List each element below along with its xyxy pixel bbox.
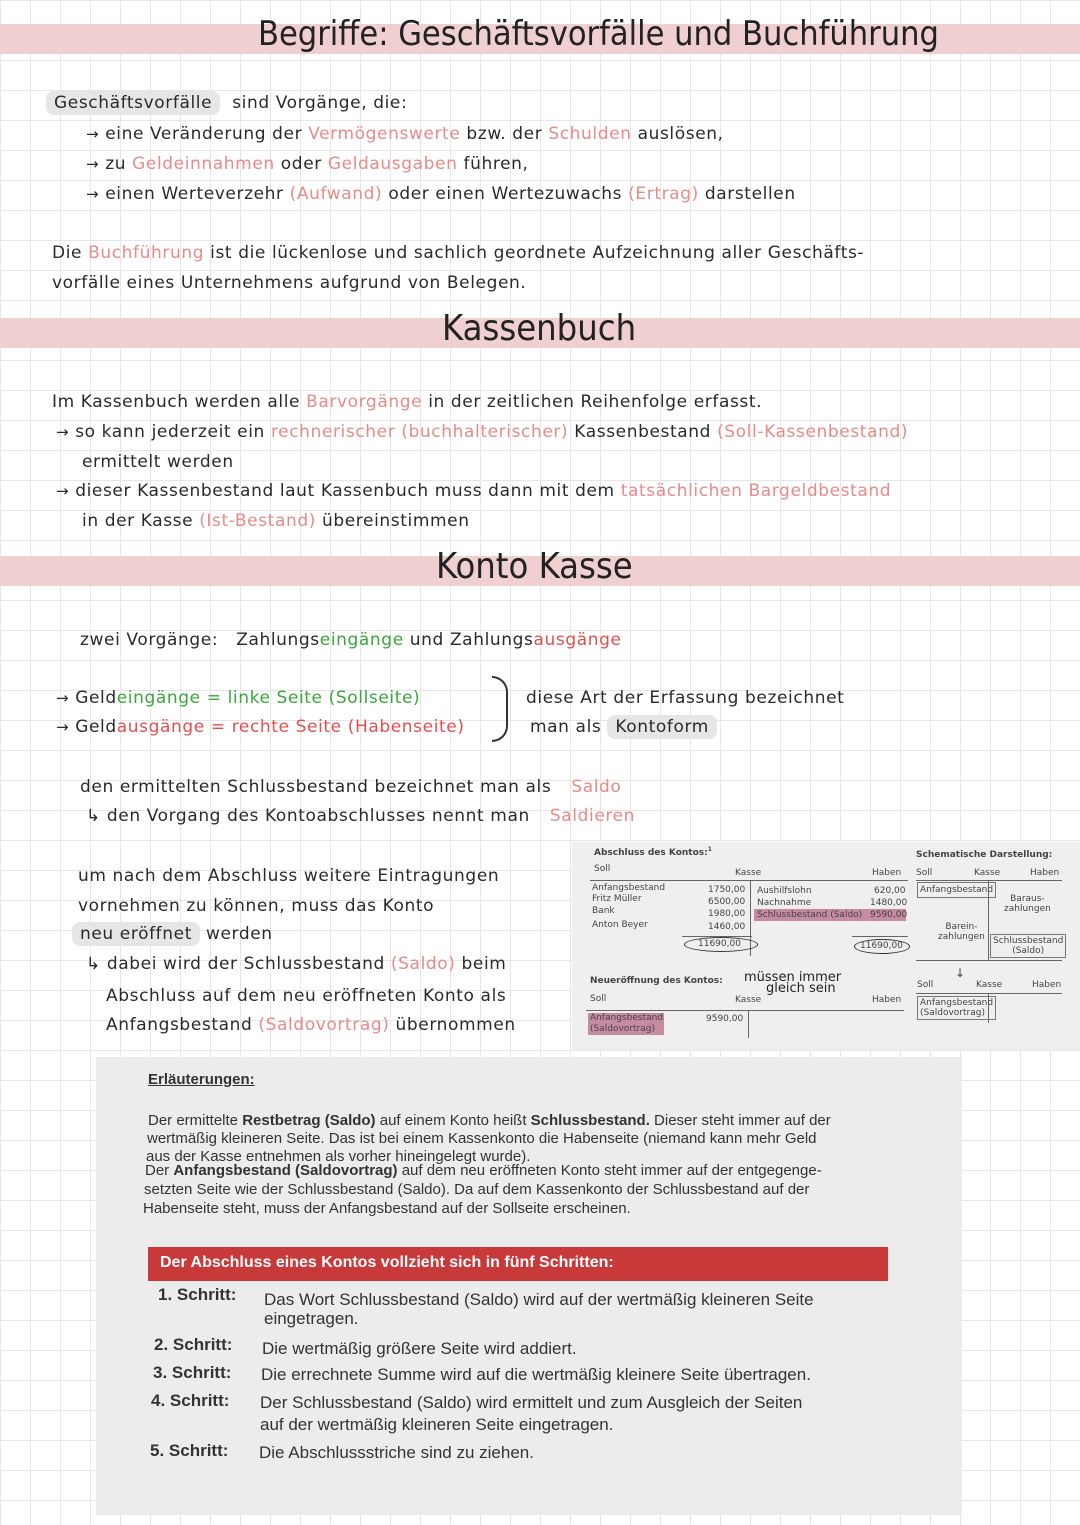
expl-p2-line2: setzten Seite wie der Schlussbestand (Saldo). Da auf dem Kassenkonto der Schlussbestand auf der bbox=[144, 1181, 810, 1198]
kk-line-1: zwei Vorgänge: Zahlungseingänge und Zahlungsausgänge bbox=[80, 630, 622, 650]
step-4-label: 4. Schritt: bbox=[151, 1391, 230, 1410]
left-value: 1980,00 bbox=[708, 909, 746, 919]
handwritten-note-1: müssen immer bbox=[744, 970, 842, 985]
section-title-konto-kasse: Konto Kasse bbox=[436, 546, 633, 587]
kb-line-4: → dieser Kassenbestand laut Kassenbuch muss dann mit dem tatsächlichen Bargeldbestand bbox=[56, 481, 892, 501]
kk-neu-line-3: neu eröffnet werden bbox=[72, 924, 273, 944]
step-1-text-cont: eingetragen. bbox=[264, 1309, 359, 1328]
kb-line-1: Im Kassenbuch werden alle Barvorgänge in der zeitlichen Reihenfolge erfasst. bbox=[52, 392, 763, 412]
t-account-top-line bbox=[590, 880, 908, 881]
expl-p1-line1: Der ermittelte Restbetrag (Saldo) auf einem Konto heißt Schlussbestand. Dieser steht immer auf der bbox=[148, 1112, 831, 1129]
ne-label: (Saldovortrag) bbox=[590, 1024, 655, 1034]
scan-haben: Haben bbox=[872, 868, 902, 878]
gv-line-3: → einen Werteverzehr (Aufwand) oder einen Wertezuwachs (Ertrag) darstellen bbox=[86, 184, 796, 204]
arrow-icon: → bbox=[56, 423, 70, 441]
ne-top-line bbox=[586, 1010, 904, 1011]
explanation-box bbox=[96, 1057, 962, 1515]
step-5-label: 5. Schritt: bbox=[150, 1441, 229, 1460]
ne-value: 9590,00 bbox=[706, 1014, 744, 1024]
step-2-label: 2. Schritt: bbox=[154, 1335, 233, 1354]
sc-haben: Haben bbox=[1030, 868, 1060, 878]
gv-line-intro: Geschäftsvorfälle sind Vorgänge, die: bbox=[46, 93, 407, 113]
step-2-text: Die wertmäßig größere Seite wird addiert. bbox=[262, 1339, 577, 1358]
arrow-icon: → bbox=[56, 689, 70, 707]
left-label: Anfangsbestand bbox=[592, 883, 666, 893]
ne-label: Anfangsbestand bbox=[590, 1013, 664, 1023]
gv-line-2: → zu Geldeinnahmen oder Geldausgaben führen, bbox=[86, 154, 529, 174]
sc-anfangsbestand: Anfangsbestand bbox=[917, 882, 996, 898]
arrow-icon: → bbox=[86, 155, 100, 173]
right-value: 1480,00 bbox=[870, 898, 908, 908]
left-value: 1750,00 bbox=[708, 885, 746, 895]
scan-abschluss-title: Abschluss des Kontos:$^1$ bbox=[594, 846, 712, 858]
steps-header-bar: Der Abschluss eines Kontos vollzieht sich in fünf Schritten: bbox=[148, 1247, 888, 1281]
sc-barauszahlungen: Baraus- zahlungen bbox=[1004, 894, 1051, 914]
left-value: 6500,00 bbox=[708, 897, 746, 907]
sum-line-right bbox=[852, 936, 908, 937]
kk-neu-line-1: um nach dem Abschluss weitere Eintragungen bbox=[78, 866, 500, 886]
left-label: Fritz Müller bbox=[592, 894, 642, 904]
bf-line-2: vorfälle eines Unternehmens aufgrund von Belegen. bbox=[52, 273, 527, 293]
kb-line-5: in der Kasse (Ist-Bestand) übereinstimmen bbox=[82, 511, 470, 531]
kk-neu-line-4: ↳ dabei wird der Schlussbestand (Saldo) beim bbox=[86, 954, 507, 974]
sc2-haben: Haben bbox=[1032, 980, 1062, 990]
ne-haben: Haben bbox=[872, 995, 902, 1005]
kb-line-3: ermittelt werden bbox=[82, 452, 234, 472]
bf-line-1: Die Buchführung ist die lückenlose und sachlich geordnete Aufzeichnung aller Geschäfts- bbox=[52, 243, 865, 263]
sc-bareinzahlungen: Barein- zahlungen bbox=[938, 922, 985, 942]
expl-p2-line1: Der Anfangsbestand (Saldovortrag) auf dem neu eröffneten Konto steht immer auf der entgegenge- bbox=[145, 1162, 822, 1179]
kk-neu-line-2: vornehmen zu können, muss das Konto bbox=[78, 896, 435, 916]
sc-soll: Soll bbox=[916, 868, 933, 878]
gv-line-1: → eine Veränderung der Vermögenswerte bzw. der Schulden auslösen, bbox=[86, 124, 724, 144]
step-4-text: Der Schlussbestand (Saldo) wird ermittelt und zum Ausgleich der Seiten bbox=[260, 1393, 803, 1412]
total-right: 11690,00 bbox=[860, 941, 903, 951]
right-value: 9590,00 bbox=[870, 910, 908, 920]
step-4-text-cont: auf der wertmäßig kleineren Seite eingetragen. bbox=[260, 1415, 614, 1434]
left-value: 1460,00 bbox=[708, 922, 746, 932]
step-3-text: Die errechnete Summe wird auf die wertmäßig kleinere Seite übertragen. bbox=[261, 1365, 811, 1384]
right-label: Nachnahme bbox=[757, 898, 812, 908]
scan-t-accounts bbox=[572, 842, 1080, 1050]
kontoform-highlight: Kontoform bbox=[607, 715, 717, 739]
ne-mid-line bbox=[748, 1010, 749, 1038]
sc2-top-line bbox=[916, 993, 1062, 994]
kk-ausgaenge: → Geldausgänge = rechte Seite (Habenseite) bbox=[56, 717, 465, 737]
sc2-kasse: Kasse bbox=[976, 980, 1003, 990]
left-label: Bank bbox=[592, 906, 615, 916]
kk-kontoform-line-2: man als Kontoform bbox=[530, 717, 717, 737]
kk-eingaenge: → Geldeingänge = linke Seite (Sollseite) bbox=[56, 688, 421, 708]
right-label: Schlussbestand (Saldo) bbox=[757, 910, 863, 920]
step-5-text: Die Abschlussstriche sind zu ziehen. bbox=[259, 1443, 534, 1462]
ne-kasse: Kasse bbox=[735, 995, 762, 1005]
kb-line-2: → so kann jederzeit ein rechnerischer (buchhalterischer) Kassenbestand (Soll-Kassenbestand) bbox=[56, 422, 909, 442]
corner-arrow-icon: ↳ bbox=[86, 806, 101, 826]
schema-title: Schematische Darstellung: bbox=[916, 850, 1053, 860]
arrow-icon: → bbox=[56, 482, 70, 500]
corner-arrow-icon: ↳ bbox=[86, 954, 101, 974]
step-1-text: Das Wort Schlussbestand (Saldo) wird auf der wertmäßig kleineren Seite bbox=[264, 1290, 814, 1309]
neu-eroeffnet-highlight: neu eröffnet bbox=[72, 922, 200, 946]
sc-bottom-line bbox=[916, 960, 1062, 961]
explanation-heading: Erläuterungen: bbox=[148, 1071, 255, 1088]
page-title-begriffe: Begriffe: Geschäftsvorfälle und Buchführung bbox=[258, 14, 939, 54]
expl-p1-line2: wertmäßig kleineren Seite. Das ist bei einem Kassenkonto die Habenseite (niemand kann mehr Geld bbox=[147, 1130, 817, 1147]
total-left: 11690,00 bbox=[698, 939, 741, 949]
handwritten-note-2: gleich sein bbox=[766, 981, 836, 996]
sc-top-line bbox=[916, 880, 1062, 881]
right-value: 620,00 bbox=[874, 886, 906, 896]
kk-saldo-line: den ermittelten Schlussbestand bezeichnet man als Saldo bbox=[80, 777, 622, 797]
expl-p1-line3: aus der Kasse entnehmen als vorher hineingelegt wurde). bbox=[146, 1148, 531, 1165]
section-title-kassenbuch: Kassenbuch bbox=[442, 308, 637, 349]
kk-neu-line-6: Anfangsbestand (Saldovortrag) übernommen bbox=[106, 1015, 516, 1035]
kk-saldieren-line: ↳ den Vorgang des Kontoabschlusses nennt man Saldieren bbox=[86, 806, 636, 826]
scan-kasse: Kasse bbox=[735, 868, 762, 878]
step-1-label: 1. Schritt: bbox=[158, 1285, 237, 1304]
ne-soll: Soll bbox=[590, 994, 607, 1004]
right-label: Aushilfslohn bbox=[757, 886, 812, 896]
sc2-anfangsbestand: Anfangsbestand (Saldovortrag) bbox=[917, 996, 996, 1020]
arrow-icon: → bbox=[86, 185, 100, 203]
scan-neueroeffnung-title: Neueröffnung des Kontos: bbox=[590, 976, 723, 986]
left-label: Anton Beyer bbox=[592, 920, 648, 930]
expl-p2-line3: Habenseite steht, muss der Anfangsbestand auf der Sollseite erscheinen. bbox=[143, 1200, 631, 1217]
sc-kasse: Kasse bbox=[974, 868, 1001, 878]
scan-soll: Soll bbox=[594, 864, 611, 874]
kk-neu-line-5: Abschluss auf dem neu eröffneten Konto als bbox=[106, 986, 507, 1006]
arrow-icon: → bbox=[56, 718, 70, 736]
arrow-icon: → bbox=[86, 125, 100, 143]
gv-term-highlight: Geschäftsvorfälle bbox=[46, 91, 220, 115]
sc2-soll: Soll bbox=[917, 980, 934, 990]
sc-down-arrow-icon: ↓ bbox=[955, 966, 966, 980]
brace-mark bbox=[492, 676, 508, 742]
sc-schlussbestand: Schlussbestand (Saldo) bbox=[990, 934, 1066, 958]
step-3-label: 3. Schritt: bbox=[153, 1363, 232, 1382]
kk-kontoform-line-1: diese Art der Erfassung bezeichnet bbox=[526, 688, 845, 708]
